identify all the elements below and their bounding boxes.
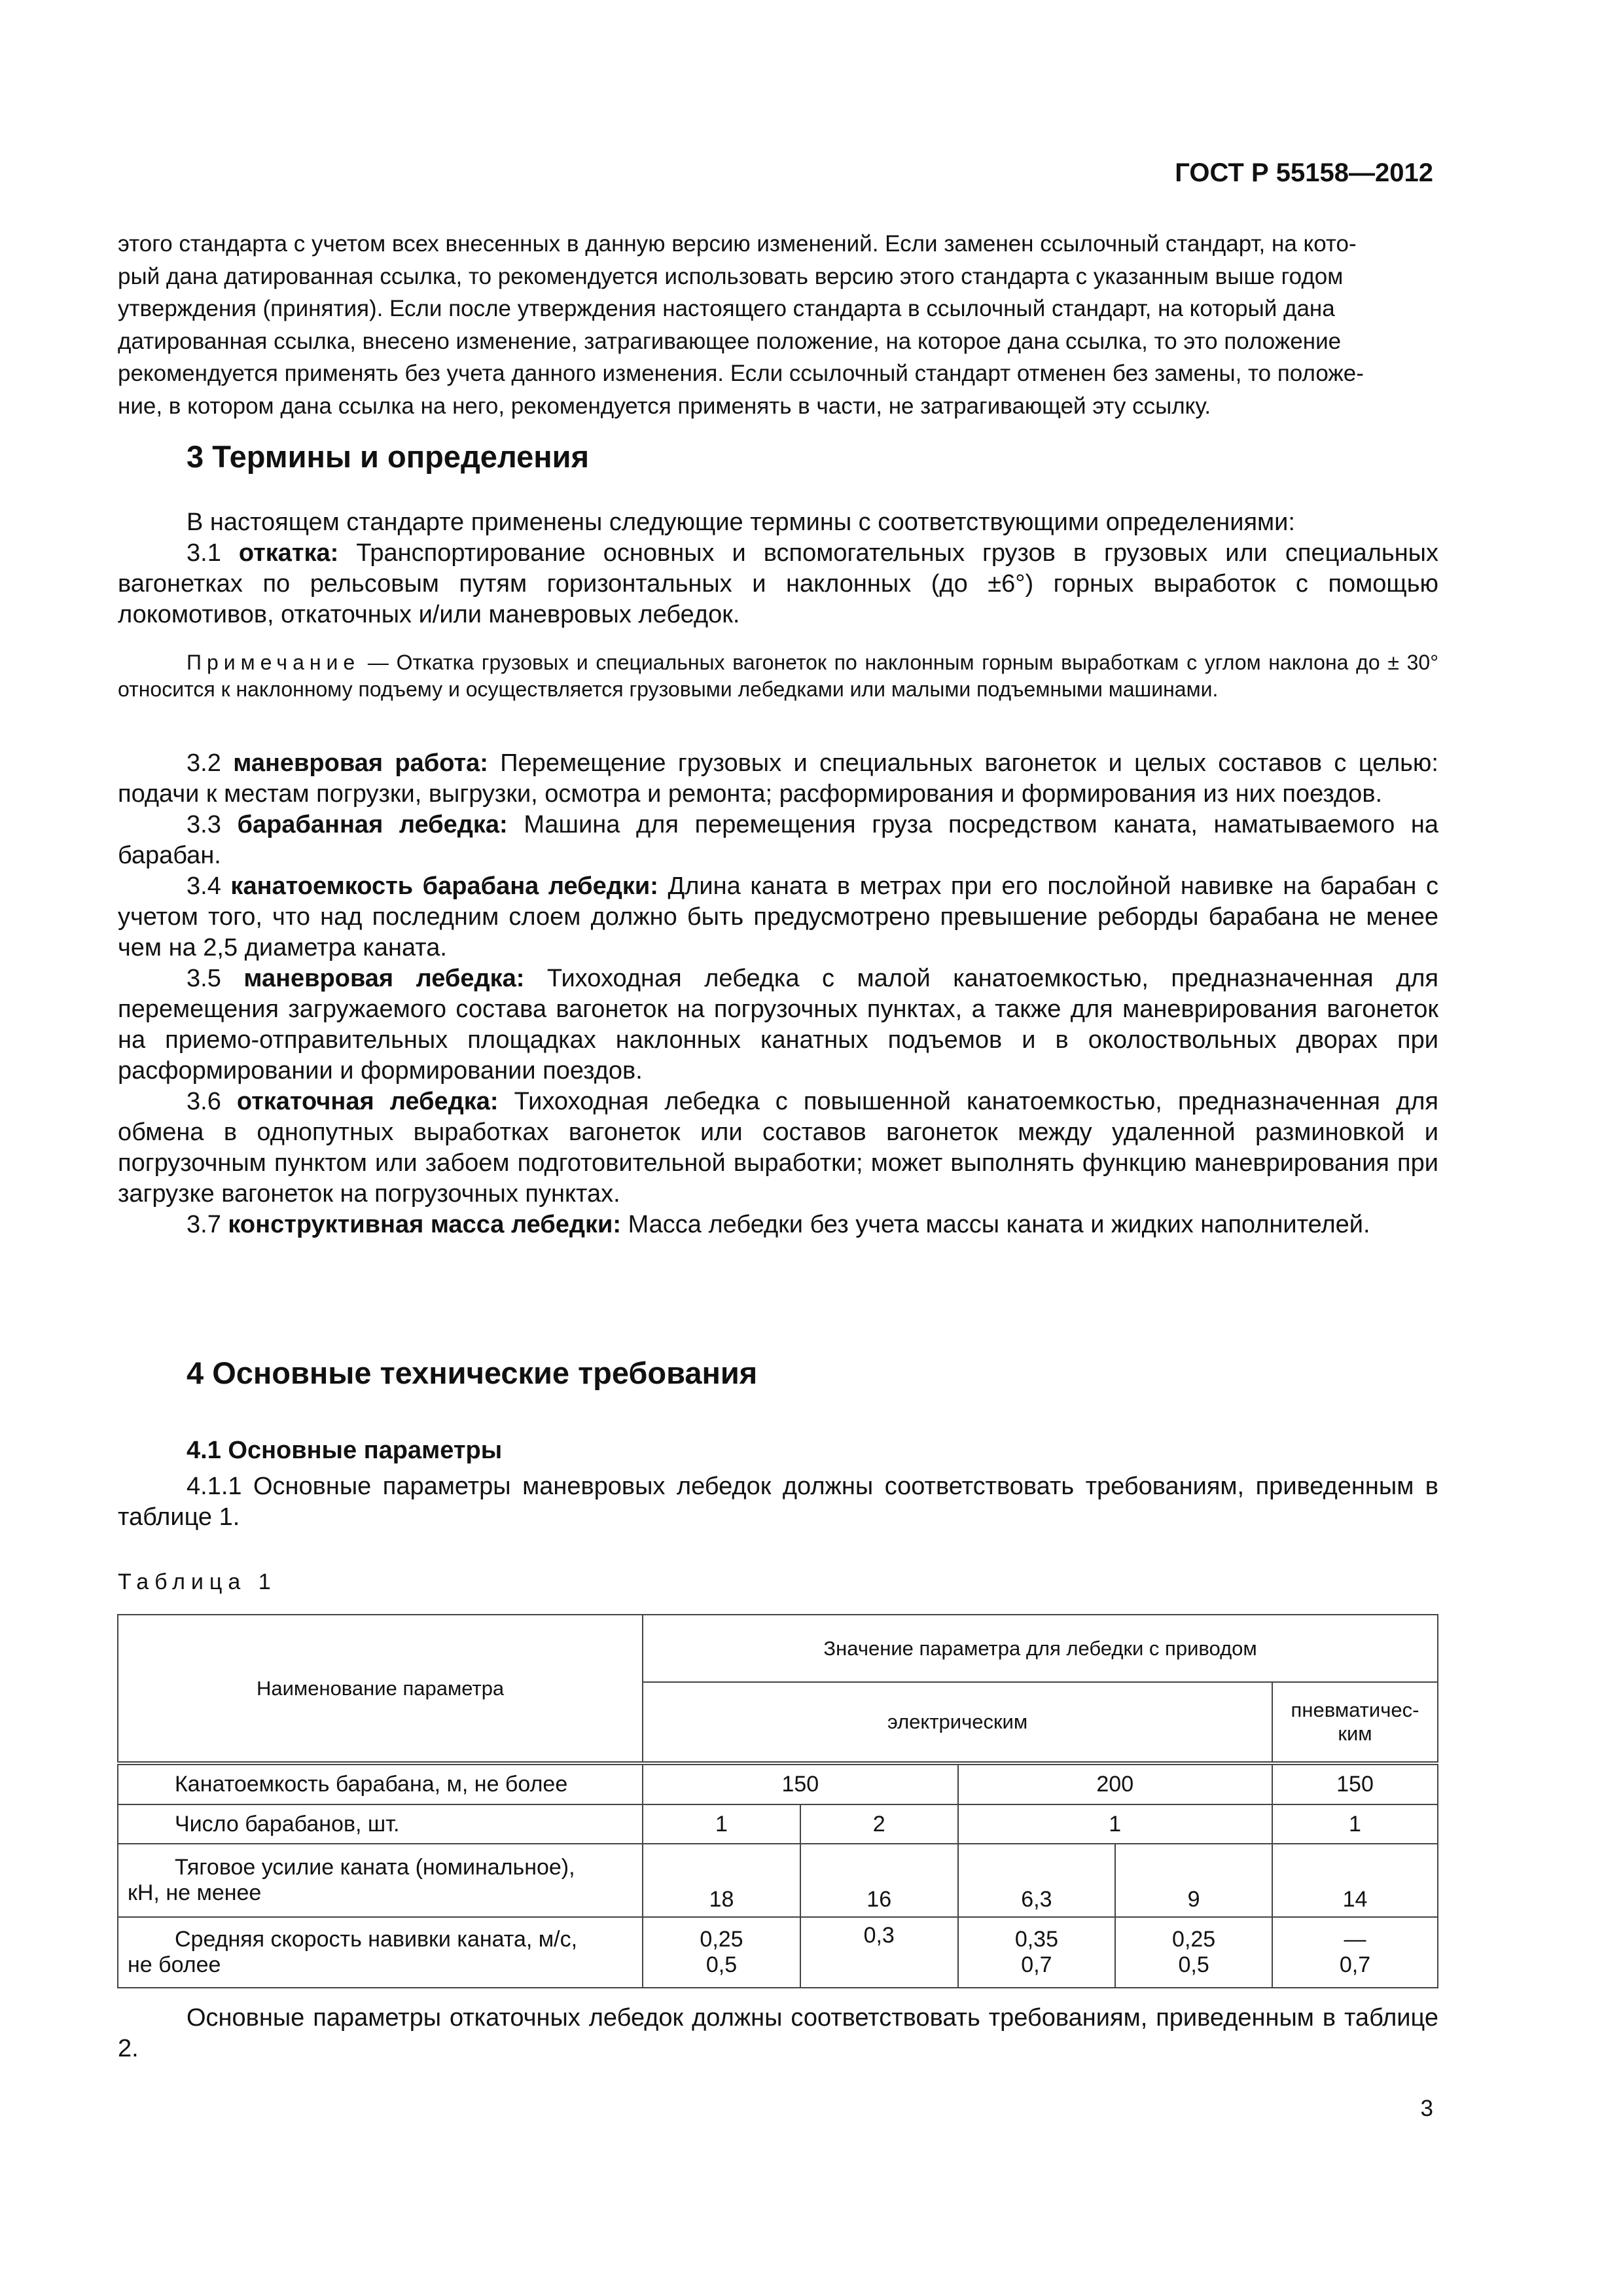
note-label: Примечание — [187, 651, 361, 674]
term-3-1: 3.1 откатка: Транспортирование основных и вспомогательных грузов в грузовых или специальных вагонетках по рельсовым путям горизонтальных и наклонных (до ±6°) горных выработок с помощью локомотивов, откаточных и/или маневровых лебедок. — [118, 539, 1438, 628]
table-cell: 0,35 0,7 — [958, 1917, 1116, 1988]
table-cell: 0,25 0,5 — [1115, 1917, 1272, 1988]
term-3-7: 3.7 конструктивная масса лебедки: Масса лебедки без учета массы каната и жидких наполнителей. — [187, 1211, 1370, 1238]
intro-line: утверждения (принятия). Если после утверждения настоящего стандарта в ссылочный стандарт, на который дана — [118, 296, 1335, 321]
table-cell: 150 — [643, 1763, 957, 1804]
table-cell: 18 — [643, 1844, 800, 1917]
intro-line: этого стандарта с учетом всех внесенных в данную версию изменений. Если заменен ссылочный стандарт, на кото- — [118, 231, 1357, 257]
subsection-4-1-heading: 4.1 Основные параметры — [187, 1437, 503, 1464]
term-3-4: 3.4 канатоемкость барабана лебедки: Длина каната в метрах при его послойной навивке на барабан с учетом того, что над последним слоем должно быть предусмотрено превышение реборды барабана не менее чем на 2,5 диаметра каната. — [118, 872, 1439, 961]
after-table-paragraph: Основные параметры откаточных лебедок должны соответствовать требованиям, приведенным в таблице 2. — [118, 2004, 1438, 2062]
table-header-name: Наименование параметра — [118, 1615, 643, 1763]
term-3-3: 3.3 барабанная лебедка: Машина для перемещения груза посредством каната, наматываемого на барабан. — [118, 811, 1438, 869]
table-header-row — [118, 1615, 1438, 1682]
note-text: — Откатка грузовых и специальных вагонеток по наклонным горным выработкам с углом наклона до ± 30° относится к наклонному подъему и осуществляется грузовыми лебедками или малыми подъемными машинами. — [118, 651, 1438, 701]
table-row — [118, 1917, 1438, 1988]
paragraph-4-1-1: 4.1.1 Основные параметры маневровых лебедок должны соответствовать требованиям, приведенным в таблице 1. — [118, 1473, 1438, 1531]
intro-paragraph — [118, 228, 1438, 422]
intro-line: рый дана датированная ссылка, то рекомендуется использовать версию этого стандарта с указанным выше годом — [118, 263, 1344, 289]
table-cell: 0,25 0,5 — [643, 1917, 800, 1988]
table-cell: 150 — [1272, 1763, 1438, 1804]
term-3-2: 3.2 маневровая работа: Перемещение грузовых и специальных вагонеток и целых составов с целью: подачи к местам погрузки, выгрузки, осмотра и ремонта; расформирования и формирования из них поездов. — [118, 749, 1438, 808]
table-row — [118, 1763, 1438, 1804]
table-cell: Число барабанов, шт. — [118, 1804, 643, 1844]
table-cell: 0,3 — [800, 1917, 958, 1988]
parameters-table — [117, 1614, 1438, 1988]
note — [118, 649, 1438, 703]
section-3-terms — [118, 748, 1438, 1240]
table-header-electric: электрическим — [643, 1682, 1272, 1763]
table-row — [118, 1804, 1438, 1844]
document-code: ГОСТ Р 55158—2012 — [1175, 158, 1433, 187]
section-3-lead: В настоящем стандарте применены следующие термины с соответствующими определениями: — [187, 509, 1295, 536]
section-4-heading: 4 Основные технические требования — [187, 1355, 758, 1390]
table-cell: — 0,7 — [1272, 1917, 1438, 1988]
table-cell: 2 — [800, 1804, 958, 1844]
intro-line: ние, в котором дана ссылка на него, рекомендуется применять в части, не затрагивающей эту ссылку. — [118, 393, 1211, 419]
table-cell: 1 — [643, 1804, 800, 1844]
table-cell: Канатоемкость барабана, м, не более — [118, 1763, 643, 1804]
page-number: 3 — [1420, 2096, 1433, 2121]
table-cell: 200 — [958, 1763, 1272, 1804]
intro-line: рекомендуется применять без учета данного изменения. Если ссылочный стандарт отменен без замены, то положе- — [118, 361, 1364, 386]
table-cell: 1 — [1272, 1804, 1438, 1844]
term-3-5: 3.5 маневровая лебедка: Тихоходная лебедка с малой канатоемкостью, предназначенная для перемещения загружаемого состава вагонеток на погрузочных пунктах, а также для маневрирования вагонеток на приемо-отправительных площадках наклонных канатных подъемов и в околоствольных дворах при расформировании и формировании поездов. — [118, 965, 1438, 1085]
table-row — [118, 1844, 1438, 1917]
table-caption: Таблица 1 — [118, 1570, 277, 1594]
table-cell: 9 — [1115, 1844, 1272, 1917]
intro-line: датированная ссылка, внесено изменение, затрагивающее положение, на которое дана ссылка, то это положение — [118, 328, 1342, 354]
table-cell: 14 — [1272, 1844, 1438, 1917]
table-cell: Средняя скорость навивки каната, м/с, не более — [118, 1917, 643, 1988]
table-header-value: Значение параметра для лебедки с приводом — [643, 1615, 1438, 1682]
table-cell: 16 — [800, 1844, 958, 1917]
section-3-heading: 3 Термины и определения — [187, 439, 589, 474]
table-cell: 1 — [958, 1804, 1272, 1844]
term-3-6: 3.6 откаточная лебедка: Тихоходная лебедка с повышенной канатоемкостью, предназначенная для обмена в однопутных выработках вагонеток или составов вагонеток между удаленной разминовкой и погрузочным пунктом или забоем подготовительной выработки; может выполнять функцию маневрирования при загрузке вагонеток на погрузочных пунктах. — [118, 1088, 1438, 1208]
table-cell: Тяговое усилие каната (номинальное), кН, не менее — [118, 1844, 643, 1917]
table-header-pneumatic: пневматичес- ким — [1272, 1682, 1438, 1763]
table-cell: 6,3 — [958, 1844, 1116, 1917]
section-3-body — [118, 507, 1438, 630]
